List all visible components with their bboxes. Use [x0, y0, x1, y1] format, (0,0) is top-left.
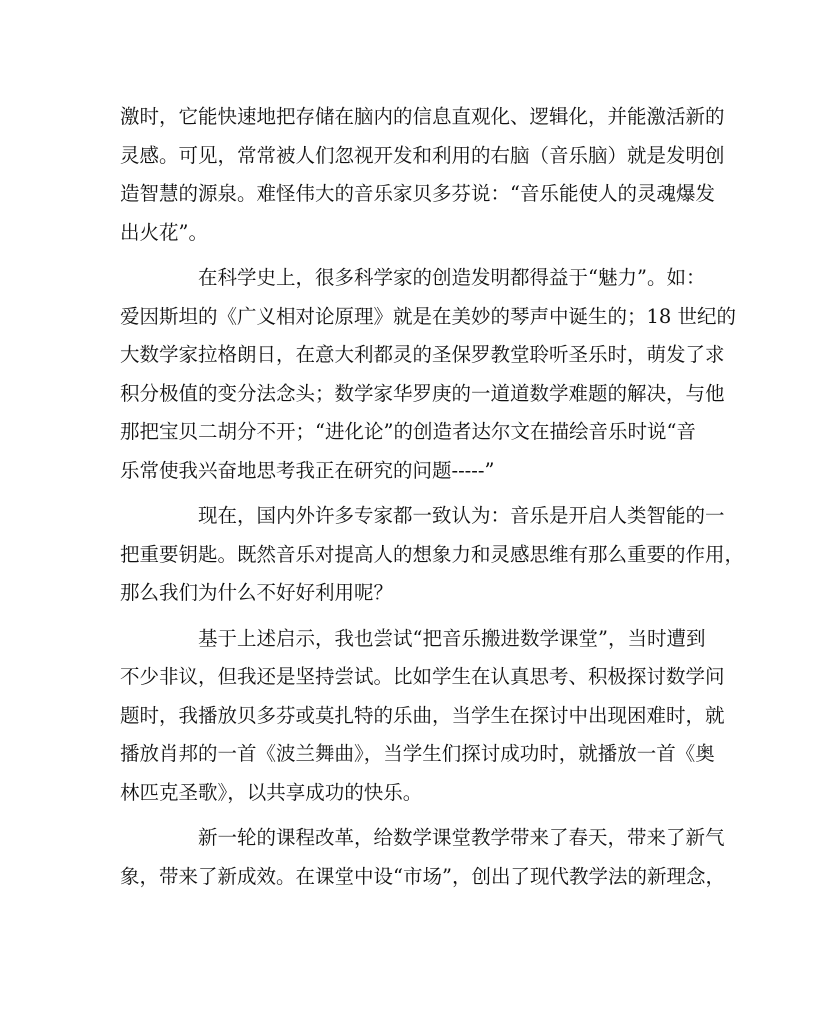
text-line: 那么我们为什么不好好利用呢？ [120, 581, 394, 604]
text-line: 那把宝贝二胡分不开；“进化论”的创造者达尔文在描绘音乐时说“音 [120, 420, 696, 443]
text-line: 新一轮的课程改革，给数学课堂教学带来了春天，带来了新气 [198, 826, 725, 849]
paragraph-1 [120, 98, 725, 252]
text-line: 积分极值的变分法念头；数学家华罗庚的一道道数学难题的解决，与他 [120, 381, 725, 405]
text-line: 不少非议，但我还是坚持尝试。比如学生在认真思考、积极探讨数学问 [120, 665, 725, 688]
text-line: 造智慧的源泉。难怪伟大的音乐家贝多芬说：“音乐能使人的灵魂爆发 [120, 182, 715, 205]
text-line: 在科学史上，很多科学家的创造发明都得益于“魅力”。如： [198, 266, 706, 289]
text-line: 现在，国内外许多专家都一致认为：音乐是开启人类智能的一 [198, 504, 725, 527]
text-line: 激时，它能快速地把存储在脑内的信息直观化、逻辑化，并能激活新的 [120, 105, 725, 128]
paragraph-5 [120, 819, 725, 896]
text-line: 把重要钥匙。既然音乐对提高人的想象力和灵感思维有那么重要的作用， [120, 542, 745, 566]
text-line: 基于上述启示，我也尝试“把音乐搬进数学课堂”，当时遭到 [198, 626, 706, 650]
text-line: 乐常使我兴奋地思考我正在研究的问题-----” [120, 458, 495, 482]
text-line: 播放肖邦的一首《波兰舞曲》，当学生们探讨成功时，就播放一首《奥 [120, 742, 715, 765]
paragraph-2 [120, 259, 737, 490]
text-line: 题时，我播放贝多芬或莫扎特的乐曲，当学生在探讨中出现困难时，就 [120, 703, 725, 727]
text-line: 爱因斯坦的《广义相对论原理》就是在美妙的琴声中诞生的；18 世纪的 [120, 304, 737, 328]
paragraph-4 [120, 620, 725, 813]
document-body [120, 98, 745, 896]
text-line: 林匹克圣歌》，以共享成功的快乐。 [120, 780, 423, 804]
paragraph-3 [120, 497, 745, 613]
text-line: 象，带来了新成效。在课堂中设“市场”，创出了现代教学法的新理念， [120, 864, 725, 888]
text-line: 灵感。可见，常常被人们忽视开发和利用的右脑（音乐脑）就是发明创 [120, 143, 725, 167]
text-line: 出火花”。 [120, 220, 208, 244]
text-line: 大数学家拉格朗日，在意大利都灵的圣保罗教堂聆听圣乐时，萌发了求 [120, 343, 725, 366]
